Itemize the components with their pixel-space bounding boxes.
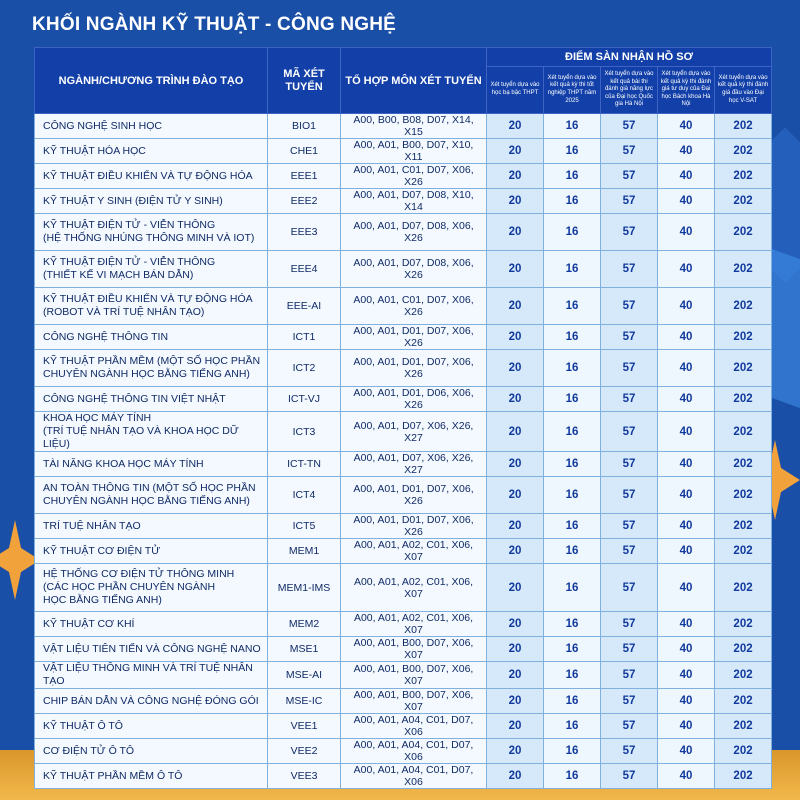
subject-combination: A00, A01, A02, C01, X06, X07 [341,564,487,612]
program-name-line: (HỆ THỐNG NHÚNG THÔNG MINH VÀ IOT) [43,232,255,244]
score-method-2: 16 [544,637,601,662]
score-method-2: 16 [544,214,601,251]
score-method-2: 16 [544,452,601,477]
table-row [35,452,772,477]
subject-combination: A00, A01, A04, C01, D07, X06 [341,714,487,739]
score-method-5: 202 [715,189,772,214]
score-method-4: 40 [658,764,715,789]
score-method-5: 202 [715,164,772,189]
subject-combination: A00, A01, A04, C01, D07, X06 [341,764,487,789]
score-method-4: 40 [658,139,715,164]
score-method-4: 40 [658,662,715,689]
score-method-5: 202 [715,539,772,564]
program-name-line: KỸ THUẬT Ô TÔ [43,719,123,732]
score-method-1: 20 [487,764,544,789]
table-row [35,739,772,764]
program-name [35,350,268,387]
program-code: MEM1-IMS [268,564,341,612]
table-row [35,714,772,739]
program-name [35,387,268,412]
score-method-3: 57 [601,387,658,412]
program-name [35,514,268,539]
score-method-2: 16 [544,189,601,214]
program-name [35,164,268,189]
subject-combination: A00, A01, C01, D07, X06, X26 [341,288,487,325]
score-method-1: 20 [487,452,544,477]
program-name [35,251,268,288]
header-code: MÃ XÉT TUYỂN [268,48,341,114]
program-code: EEE3 [268,214,341,251]
table-body [35,114,772,789]
score-method-3: 57 [601,114,658,139]
score-method-4: 40 [658,612,715,637]
table-row [35,477,772,514]
program-name [35,612,268,637]
program-name-line: (THIẾT KẾ VI MẠCH BÁN DẪN) [43,269,194,281]
program-name-line: CÔNG NGHỆ THÔNG TIN [43,330,169,343]
table-row [35,214,772,251]
score-method-5: 202 [715,412,772,452]
program-name-line: KỸ THUẬT HÓA HỌC [43,144,146,157]
score-method-3: 57 [601,564,658,612]
score-method-2: 16 [544,164,601,189]
program-name-line: VẬT LIỆU THÔNG MINH VÀ TRÍ TUỆ NHÂN TẠO [43,662,253,687]
program-name-line: CÔNG NGHỆ SINH HỌC [43,119,163,132]
program-name [35,662,268,689]
table-row [35,564,772,612]
program-name [35,764,268,789]
score-method-2: 16 [544,412,601,452]
score-method-3: 57 [601,288,658,325]
score-method-2: 16 [544,350,601,387]
score-method-1: 20 [487,214,544,251]
score-method-1: 20 [487,288,544,325]
score-method-4: 40 [658,739,715,764]
score-method-5: 202 [715,714,772,739]
subject-combination: A00, A01, D07, X06, X26, X27 [341,452,487,477]
header-score-group: ĐIỂM SÀN NHẬN HỒ SƠ [487,48,772,67]
program-code: ICT-VJ [268,387,341,412]
page-title: KHỐI NGÀNH KỸ THUẬT - CÔNG NGHỆ [32,14,397,35]
score-method-2: 16 [544,325,601,350]
program-name [35,689,268,714]
table-row [35,387,772,412]
score-method-2: 16 [544,739,601,764]
score-method-1: 20 [487,139,544,164]
table-row [35,764,772,789]
program-name-line: KỸ THUẬT CƠ ĐIỆN TỬ [43,544,161,557]
program-name-line: AN TOÀN THÔNG TIN (MỘT SỐ HỌC PHẦN [43,482,256,494]
score-method-4: 40 [658,251,715,288]
table-row [35,251,772,288]
score-method-1: 20 [487,739,544,764]
score-method-2: 16 [544,612,601,637]
table-row [35,139,772,164]
score-method-2: 16 [544,662,601,689]
score-method-1: 20 [487,251,544,288]
header-method-4: Xét tuyển dựa vào kết quả kỳ thi đánh giá tư duy của Đại học Bách khoa Hà Nội [658,67,715,114]
score-method-3: 57 [601,251,658,288]
score-method-5: 202 [715,114,772,139]
program-name-line: HỆ THỐNG CƠ ĐIỆN TỬ THÔNG MINH [43,568,235,580]
program-name-line: CÔNG NGHỆ THÔNG TIN VIỆT NHẬT [43,392,226,405]
program-code: MSE-AI [268,662,341,689]
header-method-1: Xét tuyển dựa vào học bạ bậc THPT [487,67,544,114]
score-method-4: 40 [658,714,715,739]
score-method-1: 20 [487,662,544,689]
score-method-2: 16 [544,564,601,612]
subject-combination: A00, A01, C01, D07, X06, X26 [341,164,487,189]
score-method-2: 16 [544,689,601,714]
subject-combination: A00, A01, D07, D08, X06, X26 [341,251,487,288]
table-row [35,114,772,139]
score-method-3: 57 [601,325,658,350]
program-name-line: TRÍ TUỆ NHÂN TẠO [43,519,141,532]
score-method-3: 57 [601,412,658,452]
program-code: ICT4 [268,477,341,514]
program-name-line: HỌC BẰNG TIẾNG ANH) [43,594,162,606]
table-row [35,612,772,637]
program-name [35,214,268,251]
score-method-3: 57 [601,189,658,214]
subject-combination: A00, B00, B08, D07, X14, X15 [341,114,487,139]
score-method-1: 20 [487,612,544,637]
program-code: VEE2 [268,739,341,764]
score-method-3: 57 [601,637,658,662]
score-method-5: 202 [715,387,772,412]
subject-combination: A00, A01, B00, D07, X10, X11 [341,139,487,164]
score-method-1: 20 [487,714,544,739]
score-method-1: 20 [487,564,544,612]
score-method-4: 40 [658,452,715,477]
subject-combination: A00, A01, D07, D08, X06, X26 [341,214,487,251]
score-method-1: 20 [487,387,544,412]
score-method-3: 57 [601,452,658,477]
score-method-4: 40 [658,114,715,139]
score-method-5: 202 [715,564,772,612]
program-name-line: KỸ THUẬT Y SINH (ĐIỆN TỬ Y SINH) [43,194,223,207]
program-name-line: KHOA HỌC MÁY TÍNH [43,412,152,424]
program-name-line: KỸ THUẬT CƠ KHÍ [43,617,135,630]
score-method-1: 20 [487,412,544,452]
score-method-5: 202 [715,325,772,350]
program-code: MSE1 [268,637,341,662]
program-name [35,189,268,214]
program-code: VEE3 [268,764,341,789]
admission-table-container [34,47,767,789]
score-method-4: 40 [658,689,715,714]
table-row [35,662,772,689]
program-code: EEE4 [268,251,341,288]
subject-combination: A00, A01, D01, D07, X06, X26 [341,514,487,539]
program-name [35,539,268,564]
score-method-5: 202 [715,764,772,789]
program-code: EEE1 [268,164,341,189]
program-name-line: (ROBOT VÀ TRÍ TUỆ NHÂN TẠO) [43,306,205,318]
header-method-3: Xét tuyển dựa vào kết quả bài thi đánh giá năng lực của Đại học Quốc gia Hà Nội [601,67,658,114]
score-method-4: 40 [658,539,715,564]
program-name-line: CHUYÊN NGÀNH HỌC BẰNG TIẾNG ANH) [43,495,250,507]
score-method-2: 16 [544,539,601,564]
program-name [35,452,268,477]
score-method-4: 40 [658,514,715,539]
program-name-line: KỸ THUẬT PHẦN MỀM Ô TÔ [43,769,183,782]
score-method-4: 40 [658,564,715,612]
score-method-3: 57 [601,514,658,539]
subject-combination: A00, A01, B00, D07, X06, X07 [341,637,487,662]
table-row [35,539,772,564]
program-code: ICT5 [268,514,341,539]
score-method-4: 40 [658,387,715,412]
subject-combination: A00, A01, D01, D07, X06, X26 [341,477,487,514]
score-method-3: 57 [601,662,658,689]
program-name [35,637,268,662]
program-code: ICT3 [268,412,341,452]
program-name-line: KỸ THUẬT ĐIỀU KHIỂN VÀ TỰ ĐỘNG HÓA [43,169,253,182]
score-method-5: 202 [715,139,772,164]
score-method-5: 202 [715,477,772,514]
program-name [35,288,268,325]
score-method-5: 202 [715,251,772,288]
program-name-line: KỸ THUẬT PHẦN MỀM (MỘT SỐ HỌC PHẦN [43,355,261,367]
score-method-1: 20 [487,477,544,514]
score-method-3: 57 [601,214,658,251]
program-name-line: (TRÍ TUỆ NHÂN TẠO VÀ KHOA HỌC DỮ LIỆU) [43,425,239,450]
program-name-line: KỸ THUẬT ĐIỆN TỬ - VIỄN THÔNG [43,219,216,231]
subject-combination: A00, A01, A02, C01, X06, X07 [341,539,487,564]
score-method-2: 16 [544,139,601,164]
score-method-2: 16 [544,514,601,539]
score-method-5: 202 [715,739,772,764]
score-method-2: 16 [544,714,601,739]
program-code: CHE1 [268,139,341,164]
score-method-5: 202 [715,612,772,637]
subject-combination: A00, A01, D07, X06, X26, X27 [341,412,487,452]
score-method-1: 20 [487,189,544,214]
header-program: NGÀNH/CHƯƠNG TRÌNH ĐÀO TẠO [35,48,268,114]
table-row [35,514,772,539]
score-method-1: 20 [487,689,544,714]
program-name-line: VẬT LIỆU TIÊN TIẾN VÀ CÔNG NGHỆ NANO [43,642,261,655]
header-method-2: Xét tuyển dựa vào kết quả kỳ thi tốt nghiệp THPT năm 2025 [544,67,601,114]
score-method-2: 16 [544,251,601,288]
score-method-4: 40 [658,288,715,325]
program-code: MEM1 [268,539,341,564]
score-method-4: 40 [658,350,715,387]
score-method-1: 20 [487,514,544,539]
score-method-4: 40 [658,325,715,350]
score-method-3: 57 [601,714,658,739]
program-name-line: CHIP BÁN DẪN VÀ CÔNG NGHỆ ĐÓNG GÓI [43,694,259,707]
table-row [35,412,772,452]
table-header [35,48,772,114]
score-method-3: 57 [601,139,658,164]
score-method-4: 40 [658,189,715,214]
table-row [35,164,772,189]
subject-combination: A00, A01, A04, C01, D07, X06 [341,739,487,764]
table-row [35,189,772,214]
subject-combination: A00, A01, D07, D08, X10, X14 [341,189,487,214]
table-row [35,325,772,350]
program-name [35,714,268,739]
score-method-4: 40 [658,637,715,662]
score-method-2: 16 [544,477,601,514]
score-method-2: 16 [544,764,601,789]
score-method-4: 40 [658,412,715,452]
score-method-3: 57 [601,612,658,637]
score-method-2: 16 [544,114,601,139]
score-method-5: 202 [715,452,772,477]
score-method-1: 20 [487,539,544,564]
program-name [35,564,268,612]
score-method-2: 16 [544,387,601,412]
program-code: MEM2 [268,612,341,637]
score-method-5: 202 [715,288,772,325]
score-method-2: 16 [544,288,601,325]
score-method-3: 57 [601,164,658,189]
score-method-5: 202 [715,662,772,689]
subject-combination: A00, A01, A02, C01, X06, X07 [341,612,487,637]
score-method-1: 20 [487,114,544,139]
score-method-5: 202 [715,350,772,387]
program-code: ICT1 [268,325,341,350]
admission-score-table [34,47,772,789]
score-method-1: 20 [487,164,544,189]
program-name-line: (CÁC HỌC PHẦN CHUYÊN NGÀNH [43,581,216,593]
score-method-3: 57 [601,477,658,514]
score-method-5: 202 [715,637,772,662]
program-code: ICT-TN [268,452,341,477]
table-row [35,689,772,714]
program-name [35,139,268,164]
program-name-line: CƠ ĐIỆN TỬ Ô TÔ [43,744,135,757]
score-method-5: 202 [715,214,772,251]
score-method-5: 202 [715,514,772,539]
program-code: BIO1 [268,114,341,139]
table-row [35,350,772,387]
score-method-3: 57 [601,689,658,714]
header-combination: TỔ HỢP MÔN XÉT TUYỂN [341,48,487,114]
score-method-1: 20 [487,325,544,350]
program-name-line: CHUYÊN NGÀNH HỌC BẰNG TIẾNG ANH) [43,368,250,380]
score-method-3: 57 [601,764,658,789]
program-code: MSE-IC [268,689,341,714]
subject-combination: A00, A01, B00, D07, X06, X07 [341,689,487,714]
score-method-4: 40 [658,164,715,189]
program-name [35,739,268,764]
score-method-3: 57 [601,739,658,764]
score-method-3: 57 [601,350,658,387]
program-code: EEE2 [268,189,341,214]
program-name [35,325,268,350]
program-code: ICT2 [268,350,341,387]
subject-combination: A00, A01, B00, D07, X06, X07 [341,662,487,689]
score-method-5: 202 [715,689,772,714]
program-name-line: KỸ THUẬT ĐIỆN TỬ - VIỄN THÔNG [43,256,216,268]
score-method-1: 20 [487,350,544,387]
program-name [35,477,268,514]
subject-combination: A00, A01, D01, D07, X06, X26 [341,350,487,387]
table-row [35,637,772,662]
score-method-4: 40 [658,214,715,251]
subject-combination: A00, A01, D01, D07, X06, X26 [341,325,487,350]
program-name-line: TÀI NĂNG KHOA HỌC MÁY TÍNH [43,457,204,470]
score-method-1: 20 [487,637,544,662]
program-code: EEE-AI [268,288,341,325]
program-code: VEE1 [268,714,341,739]
program-name [35,114,268,139]
table-row [35,288,772,325]
header-method-5: Xét tuyển dựa vào kết quả kỳ thi đánh giá đầu vào Đại học V-SAT [715,67,772,114]
program-name [35,412,268,452]
score-method-4: 40 [658,477,715,514]
subject-combination: A00, A01, D01, D06, X06, X26 [341,387,487,412]
program-name-line: KỸ THUẬT ĐIỀU KHIỂN VÀ TỰ ĐỘNG HÓA [43,293,253,305]
score-method-3: 57 [601,539,658,564]
